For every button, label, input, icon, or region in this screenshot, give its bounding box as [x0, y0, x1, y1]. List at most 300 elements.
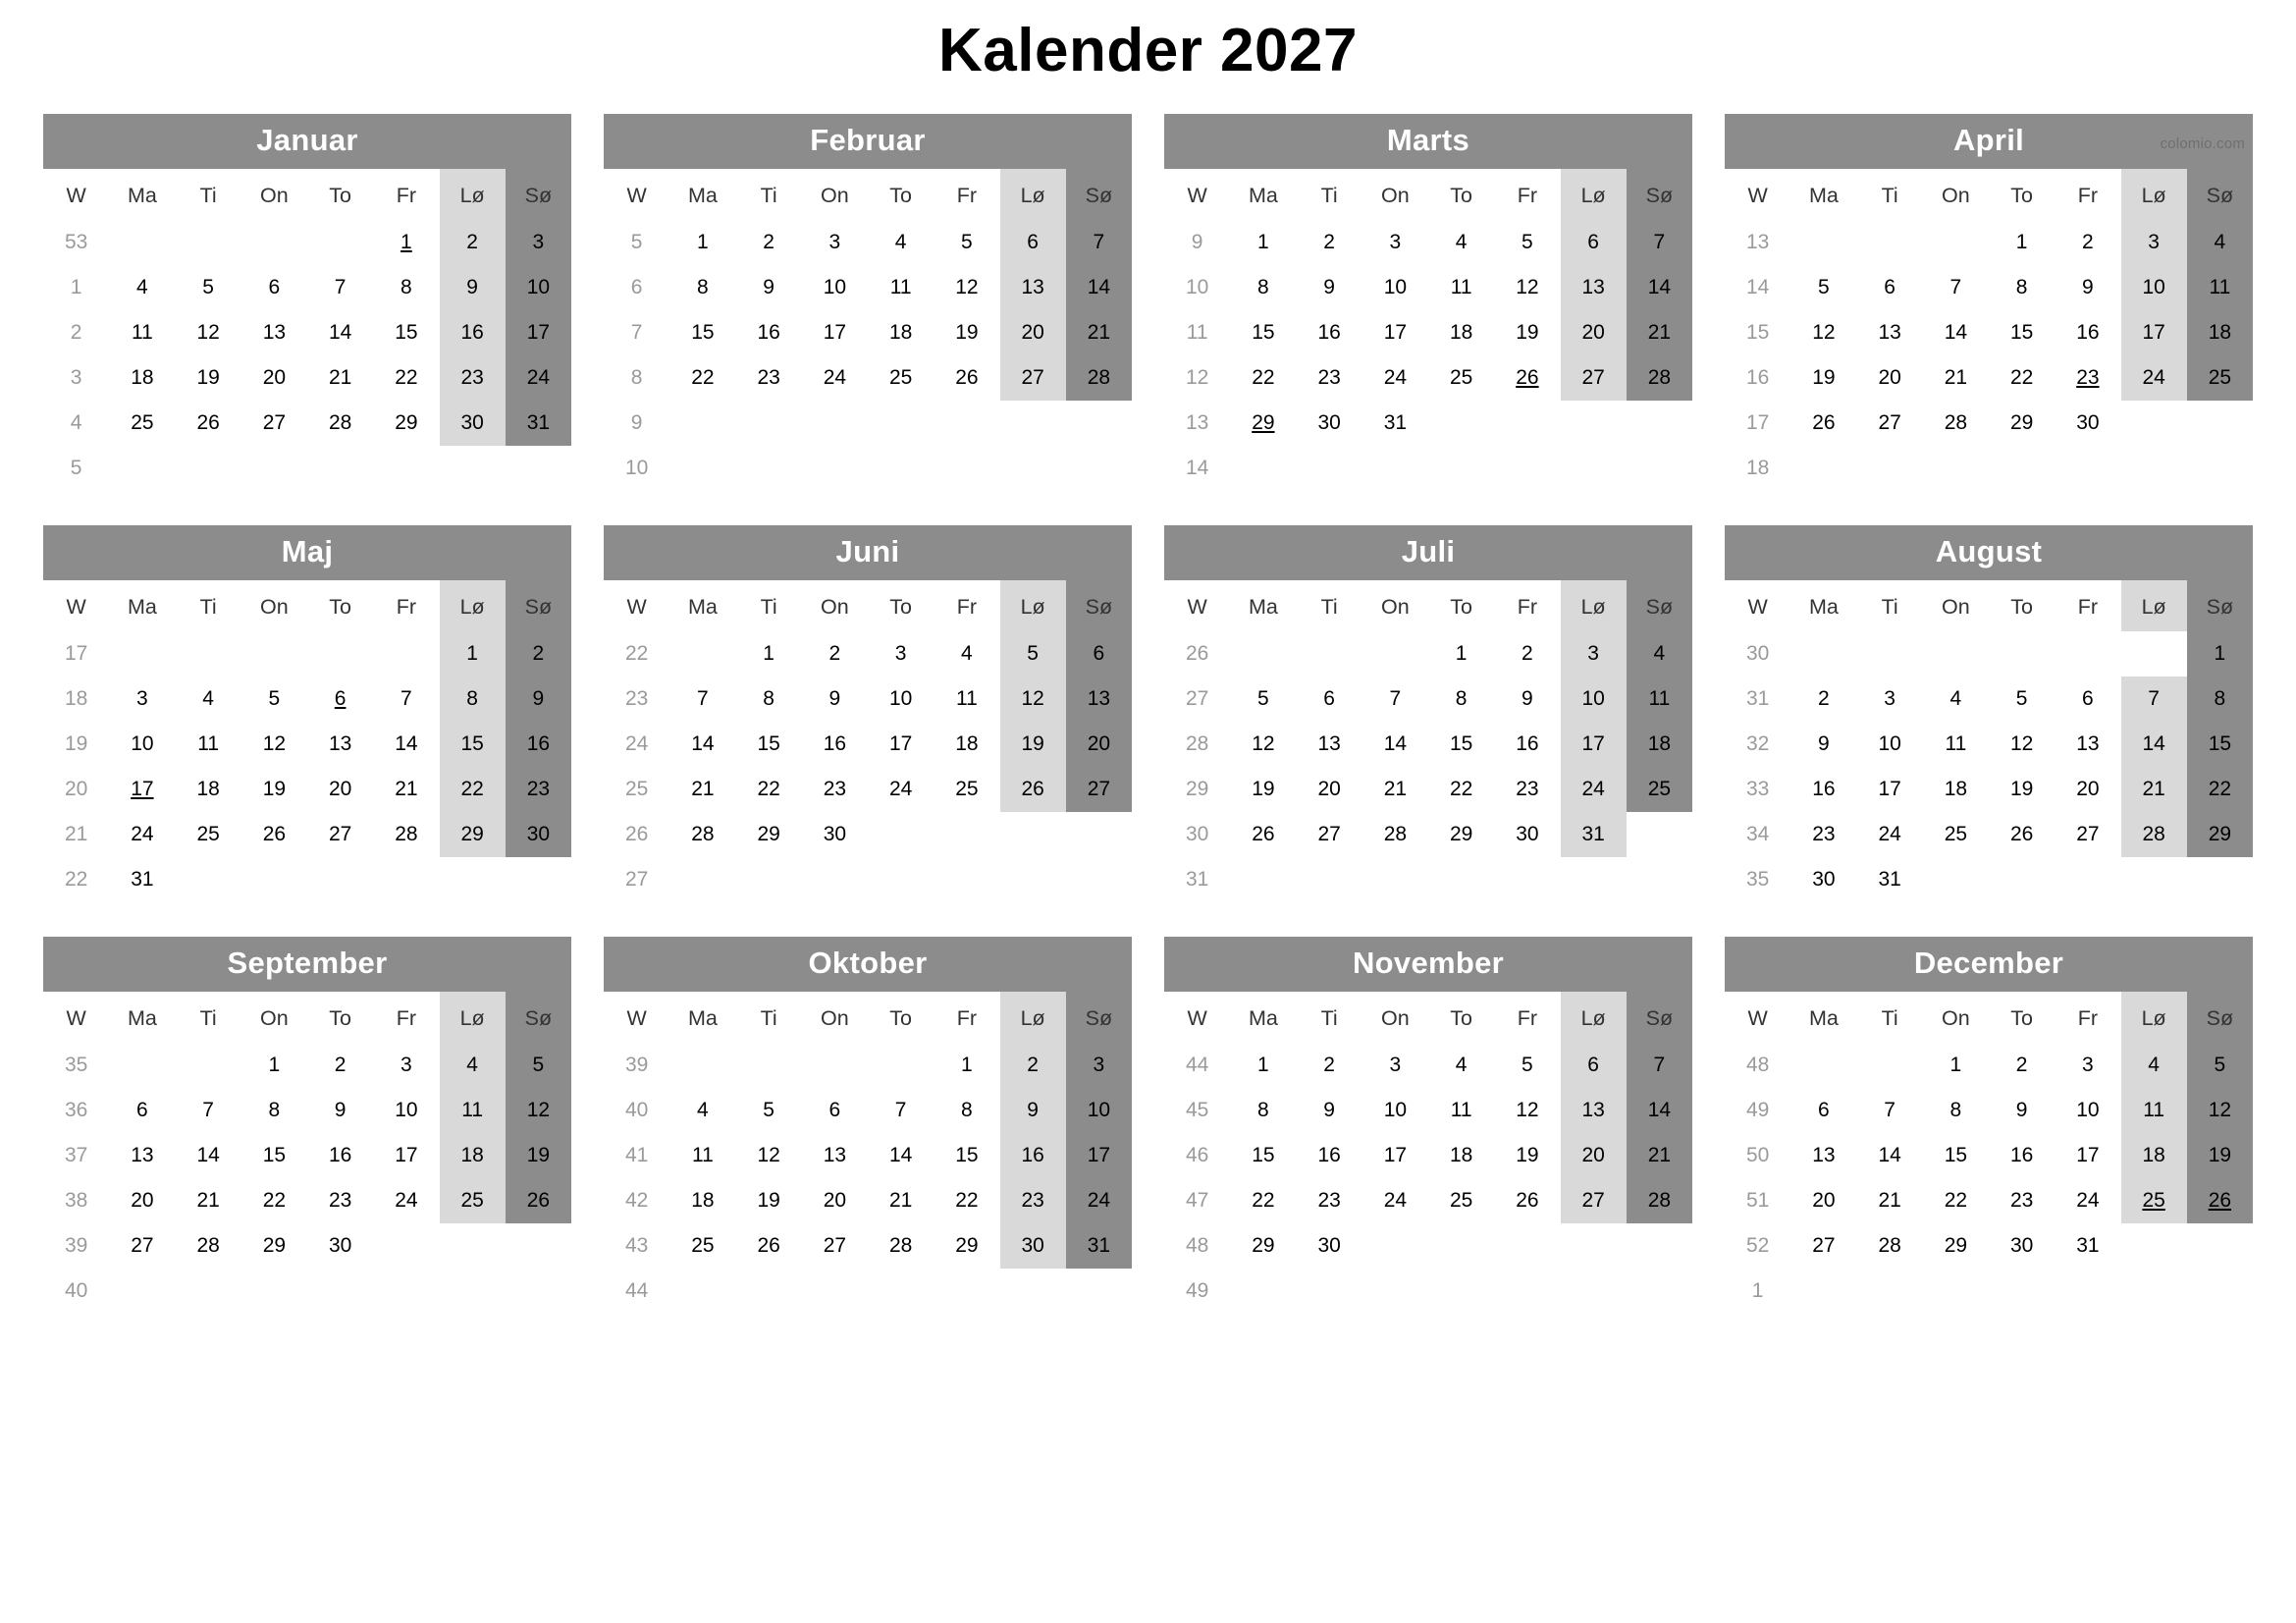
day-cell[interactable]: 31 — [1878, 868, 1901, 892]
day-cell[interactable]: 22 — [1449, 778, 1473, 801]
day-cell[interactable]: 8 — [763, 687, 774, 711]
day-cell[interactable]: 15 — [262, 1144, 287, 1167]
day-cell[interactable]: 1 — [268, 1054, 281, 1077]
day-cell[interactable]: 18 — [1627, 722, 1692, 767]
day-cell[interactable]: 15 — [2009, 321, 2034, 345]
day-cell[interactable]: 2 — [506, 631, 571, 676]
day-cell[interactable]: 18 — [1449, 321, 1473, 345]
day-cell[interactable]: 24 — [1561, 767, 1627, 812]
day-cell[interactable]: 7 — [697, 687, 709, 711]
day-cell[interactable]: 28 — [888, 1234, 913, 1258]
day-cell[interactable]: 27 — [1317, 823, 1341, 846]
day-cell[interactable]: 18 — [1449, 1144, 1473, 1167]
day-cell[interactable]: 31 — [506, 401, 571, 446]
day-cell[interactable]: 16 — [2076, 321, 2100, 345]
day-cell[interactable]: 13 — [2076, 732, 2100, 756]
day-cell[interactable]: 14 — [1944, 321, 1968, 345]
day-cell[interactable]: 13 — [1812, 1144, 1836, 1167]
day-cell[interactable]: 10 — [395, 1099, 418, 1122]
day-cell[interactable]: 16 — [506, 722, 571, 767]
day-cell[interactable]: 20 — [1000, 310, 1066, 355]
day-cell[interactable]: 13 — [1561, 1088, 1627, 1133]
day-cell[interactable]: 1 — [440, 631, 506, 676]
day-cell[interactable]: 30 — [1812, 868, 1836, 892]
day-cell[interactable]: 27 — [262, 411, 287, 435]
day-cell[interactable]: 9 — [1522, 687, 1533, 711]
day-cell[interactable]: 4 — [440, 1043, 506, 1088]
day-cell[interactable]: 9 — [828, 687, 841, 711]
day-cell[interactable]: 23 — [328, 1189, 352, 1213]
day-cell[interactable]: 8 — [697, 276, 709, 299]
day-cell[interactable]: 28 — [1066, 355, 1132, 401]
day-cell[interactable]: 26 — [955, 366, 979, 390]
day-cell[interactable]: 1 — [2187, 631, 2253, 676]
day-cell[interactable]: 7 — [400, 687, 412, 711]
day-cell[interactable]: 17 — [1383, 321, 1408, 345]
day-cell[interactable]: 19 — [1252, 778, 1275, 801]
day-cell[interactable]: 14 — [1627, 1088, 1692, 1133]
day-cell[interactable]: 24 — [506, 355, 571, 401]
day-cell[interactable]: 12 — [1516, 1099, 1539, 1122]
day-cell[interactable]: 18 — [888, 321, 913, 345]
day-cell[interactable]: 1 — [1257, 1054, 1269, 1077]
day-cell[interactable]: 25 — [131, 411, 154, 435]
day-cell[interactable]: 2 — [1000, 1043, 1066, 1088]
day-cell[interactable]: 14 — [1878, 1144, 1901, 1167]
day-cell[interactable]: 12 — [1252, 732, 1275, 756]
day-cell[interactable]: 9 — [2082, 276, 2094, 299]
day-cell[interactable]: 19 — [262, 778, 287, 801]
day-cell[interactable]: 19 — [2009, 778, 2034, 801]
day-cell[interactable]: 15 — [395, 321, 418, 345]
day-cell[interactable]: 12 — [2009, 732, 2034, 756]
day-cell[interactable]: 17 — [888, 732, 913, 756]
day-cell[interactable]: 20 — [2076, 778, 2100, 801]
day-cell[interactable]: 25 — [691, 1234, 715, 1258]
day-cell[interactable]: 15 — [2187, 722, 2253, 767]
day-cell[interactable]: 9 — [1818, 732, 1830, 756]
day-cell[interactable]: 3 — [1389, 231, 1402, 254]
day-cell[interactable]: 30 — [1516, 823, 1539, 846]
day-cell[interactable]: 29 — [262, 1234, 287, 1258]
day-cell[interactable]: 15 — [1449, 732, 1473, 756]
day-cell[interactable]: 28 — [1944, 411, 1968, 435]
day-cell[interactable]: 29 — [1252, 1234, 1275, 1258]
day-cell[interactable]: 24 — [131, 823, 154, 846]
day-cell[interactable]: 16 — [440, 310, 506, 355]
day-cell[interactable]: 1 — [1455, 642, 1468, 666]
day-cell[interactable]: 27 — [131, 1234, 154, 1258]
day-cell[interactable]: 8 — [2015, 276, 2028, 299]
day-cell[interactable]: 31 — [131, 868, 154, 892]
day-cell[interactable]: 11 — [2121, 1088, 2187, 1133]
day-cell[interactable]: 14 — [691, 732, 715, 756]
day-cell[interactable]: 11 — [1450, 1099, 1472, 1122]
day-cell[interactable]: 21 — [888, 1189, 913, 1213]
day-cell[interactable]: 27 — [2076, 823, 2100, 846]
day-cell[interactable]: 29 — [1944, 1234, 1968, 1258]
day-cell[interactable]: 21 — [1627, 310, 1692, 355]
day-cell[interactable]: 14 — [1627, 265, 1692, 310]
day-cell[interactable]: 30 — [2009, 1234, 2034, 1258]
day-cell[interactable]: 29 — [440, 812, 506, 857]
day-cell[interactable]: 19 — [955, 321, 979, 345]
day-cell[interactable] — [1494, 355, 1560, 401]
day-cell[interactable]: 22 — [1252, 1189, 1275, 1213]
day-cell[interactable]: 21 — [328, 366, 352, 390]
day-cell[interactable]: 13 — [1000, 265, 1066, 310]
day-cell[interactable]: 11 — [1945, 732, 1967, 756]
day-cell[interactable]: 24 — [2121, 355, 2187, 401]
day-cell[interactable]: 11 — [131, 321, 153, 345]
day-cell[interactable]: 11 — [691, 1144, 714, 1167]
day-cell[interactable]: 2 — [828, 642, 841, 666]
day-cell[interactable]: 23 — [823, 778, 847, 801]
day-cell[interactable]: 19 — [2187, 1133, 2253, 1178]
day-cell[interactable]: 18 — [955, 732, 979, 756]
day-cell[interactable]: 13 — [328, 732, 352, 756]
day-cell[interactable]: 2 — [334, 1054, 347, 1077]
day-cell[interactable]: 21 — [1627, 1133, 1692, 1178]
day-cell[interactable]: 24 — [823, 366, 847, 390]
day-cell[interactable]: 5 — [1818, 276, 1830, 299]
day-cell[interactable]: 23 — [440, 355, 506, 401]
day-cell[interactable]: 1 — [763, 642, 774, 666]
day-cell[interactable]: 6 — [136, 1099, 148, 1122]
day-cell[interactable]: 3 — [1884, 687, 1896, 711]
day-cell[interactable]: 7 — [334, 276, 347, 299]
day-cell[interactable]: 26 — [262, 823, 287, 846]
day-cell[interactable]: 1 — [2015, 231, 2028, 254]
day-cell[interactable]: 2 — [763, 231, 774, 254]
day-cell[interactable]: 10 — [888, 687, 913, 711]
day-cell[interactable]: 6 — [268, 276, 281, 299]
day-cell[interactable]: 4 — [894, 231, 907, 254]
day-cell[interactable]: 1 — [1949, 1054, 1962, 1077]
day-cell[interactable]: 5 — [1522, 1054, 1533, 1077]
day-cell[interactable]: 2 — [2015, 1054, 2028, 1077]
day-cell[interactable]: 13 — [1317, 732, 1341, 756]
day-cell[interactable]: 23 — [757, 366, 780, 390]
day-cell[interactable]: 24 — [1383, 366, 1408, 390]
day-cell[interactable]: 12 — [757, 1144, 780, 1167]
day-cell[interactable]: 25 — [1627, 767, 1692, 812]
day-cell[interactable]: 22 — [2009, 366, 2034, 390]
day-cell[interactable]: 10 — [2076, 1099, 2100, 1122]
day-cell[interactable] — [373, 220, 439, 265]
day-cell[interactable]: 26 — [1000, 767, 1066, 812]
day-cell[interactable]: 9 — [763, 276, 774, 299]
day-cell[interactable]: 27 — [1812, 1234, 1836, 1258]
day-cell[interactable]: 22 — [691, 366, 715, 390]
day-cell[interactable]: 26 — [1252, 823, 1275, 846]
day-cell[interactable]: 17 — [2121, 310, 2187, 355]
day-cell[interactable]: 16 — [1317, 1144, 1341, 1167]
day-cell[interactable]: 23 — [1317, 1189, 1341, 1213]
day-cell[interactable]: 25 — [196, 823, 220, 846]
day-cell[interactable]: 2 — [1818, 687, 1830, 711]
day-cell[interactable]: 27 — [1561, 355, 1627, 401]
day-cell[interactable]: 30 — [440, 401, 506, 446]
day-cell[interactable]: 14 — [1383, 732, 1408, 756]
day-cell[interactable]: 12 — [955, 276, 979, 299]
day-cell[interactable]: 20 — [823, 1189, 847, 1213]
day-cell[interactable]: 27 — [823, 1234, 847, 1258]
day-cell[interactable]: 15 — [1944, 1144, 1968, 1167]
day-cell[interactable]: 19 — [1516, 321, 1539, 345]
day-cell[interactable]: 10 — [1561, 676, 1627, 722]
day-cell[interactable] — [1230, 401, 1296, 446]
day-cell[interactable]: 5 — [2015, 687, 2028, 711]
day-cell[interactable]: 27 — [1000, 355, 1066, 401]
day-cell[interactable]: 11 — [889, 276, 912, 299]
day-cell[interactable]: 3 — [506, 220, 571, 265]
day-cell[interactable]: 24 — [888, 778, 913, 801]
day-cell[interactable]: 20 — [328, 778, 352, 801]
day-cell[interactable]: 7 — [1389, 687, 1402, 711]
day-cell[interactable]: 21 — [395, 778, 418, 801]
day-cell[interactable] — [2187, 1178, 2253, 1223]
day-cell[interactable]: 23 — [2009, 1189, 2034, 1213]
day-cell[interactable]: 28 — [2121, 812, 2187, 857]
day-cell[interactable]: 25 — [440, 1178, 506, 1223]
day-cell[interactable]: 24 — [1878, 823, 1901, 846]
day-cell[interactable]: 8 — [1257, 276, 1269, 299]
day-cell[interactable]: 2 — [1522, 642, 1533, 666]
day-cell[interactable]: 1 — [1257, 231, 1269, 254]
day-cell[interactable]: 2 — [1323, 231, 1335, 254]
day-cell[interactable]: 4 — [2121, 1043, 2187, 1088]
day-cell[interactable]: 10 — [131, 732, 154, 756]
day-cell[interactable]: 16 — [1516, 732, 1539, 756]
day-cell[interactable]: 19 — [1000, 722, 1066, 767]
day-cell[interactable]: 26 — [1516, 1189, 1539, 1213]
day-cell[interactable]: 8 — [1455, 687, 1468, 711]
day-cell[interactable]: 26 — [1812, 411, 1836, 435]
day-cell[interactable]: 30 — [1317, 411, 1341, 435]
day-cell[interactable]: 19 — [1812, 366, 1836, 390]
day-cell[interactable]: 15 — [440, 722, 506, 767]
day-cell[interactable]: 29 — [395, 411, 418, 435]
day-cell[interactable]: 12 — [1516, 276, 1539, 299]
day-cell[interactable]: 14 — [1066, 265, 1132, 310]
day-cell[interactable]: 23 — [1812, 823, 1836, 846]
day-cell[interactable]: 5 — [1000, 631, 1066, 676]
day-cell[interactable]: 28 — [395, 823, 418, 846]
day-cell[interactable]: 7 — [1627, 1043, 1692, 1088]
day-cell[interactable] — [307, 676, 373, 722]
day-cell[interactable]: 16 — [328, 1144, 352, 1167]
day-cell[interactable]: 11 — [955, 687, 978, 711]
day-cell[interactable]: 5 — [506, 1043, 571, 1088]
day-cell[interactable]: 31 — [1561, 812, 1627, 857]
day-cell[interactable] — [2121, 1178, 2187, 1223]
day-cell[interactable]: 4 — [961, 642, 973, 666]
day-cell[interactable]: 20 — [1561, 1133, 1627, 1178]
day-cell[interactable]: 31 — [1066, 1223, 1132, 1269]
day-cell[interactable]: 28 — [1878, 1234, 1901, 1258]
day-cell[interactable]: 24 — [1383, 1189, 1408, 1213]
day-cell[interactable]: 4 — [136, 276, 148, 299]
day-cell[interactable]: 12 — [262, 732, 287, 756]
day-cell[interactable]: 11 — [1450, 276, 1472, 299]
day-cell[interactable]: 16 — [1317, 321, 1341, 345]
day-cell[interactable]: 3 — [136, 687, 148, 711]
day-cell[interactable]: 27 — [1561, 1178, 1627, 1223]
day-cell[interactable]: 15 — [955, 1144, 979, 1167]
day-cell[interactable]: 6 — [1066, 631, 1132, 676]
day-cell[interactable]: 12 — [1000, 676, 1066, 722]
day-cell[interactable]: 30 — [506, 812, 571, 857]
day-cell[interactable]: 14 — [196, 1144, 220, 1167]
day-cell[interactable]: 12 — [196, 321, 220, 345]
day-cell[interactable]: 6 — [1000, 220, 1066, 265]
day-cell[interactable]: 1 — [697, 231, 709, 254]
day-cell[interactable]: 12 — [1812, 321, 1836, 345]
day-cell[interactable]: 17 — [2076, 1144, 2100, 1167]
day-cell[interactable]: 16 — [757, 321, 780, 345]
day-cell[interactable]: 18 — [2121, 1133, 2187, 1178]
day-cell[interactable]: 17 — [823, 321, 847, 345]
day-cell[interactable]: 25 — [1449, 366, 1473, 390]
day-cell[interactable]: 21 — [691, 778, 715, 801]
day-cell[interactable]: 12 — [2187, 1088, 2253, 1133]
day-cell[interactable]: 14 — [888, 1144, 913, 1167]
day-cell[interactable]: 10 — [1383, 1099, 1408, 1122]
day-cell[interactable]: 14 — [395, 732, 418, 756]
day-cell[interactable]: 16 — [1812, 778, 1836, 801]
day-cell[interactable]: 10 — [2121, 265, 2187, 310]
day-cell[interactable]: 31 — [1383, 411, 1408, 435]
day-cell[interactable]: 10 — [506, 265, 571, 310]
day-cell[interactable]: 25 — [955, 778, 979, 801]
day-cell[interactable]: 28 — [1627, 355, 1692, 401]
day-cell[interactable]: 8 — [400, 276, 412, 299]
day-cell[interactable]: 8 — [268, 1099, 281, 1122]
day-cell[interactable]: 30 — [2076, 411, 2100, 435]
day-cell[interactable]: 30 — [328, 1234, 352, 1258]
day-cell[interactable]: 5 — [202, 276, 214, 299]
day-cell[interactable]: 17 — [1383, 1144, 1408, 1167]
day-cell[interactable]: 6 — [828, 1099, 841, 1122]
day-cell[interactable]: 5 — [268, 687, 281, 711]
day-cell[interactable]: 28 — [1383, 823, 1408, 846]
day-cell[interactable]: 21 — [1383, 778, 1408, 801]
day-cell[interactable]: 15 — [691, 321, 715, 345]
day-cell[interactable]: 28 — [328, 411, 352, 435]
day-cell[interactable]: 25 — [1944, 823, 1968, 846]
day-cell[interactable]: 8 — [961, 1099, 973, 1122]
day-cell[interactable]: 17 — [1878, 778, 1901, 801]
day-cell[interactable]: 11 — [2187, 265, 2253, 310]
day-cell[interactable]: 8 — [1257, 1099, 1269, 1122]
day-cell[interactable]: 3 — [2082, 1054, 2094, 1077]
day-cell[interactable]: 30 — [823, 823, 847, 846]
day-cell[interactable]: 15 — [1252, 321, 1275, 345]
day-cell[interactable]: 5 — [1522, 231, 1533, 254]
day-cell[interactable]: 10 — [1383, 276, 1408, 299]
day-cell[interactable]: 18 — [2187, 310, 2253, 355]
day-cell[interactable]: 22 — [757, 778, 780, 801]
day-cell[interactable]: 20 — [1812, 1189, 1836, 1213]
day-cell[interactable]: 29 — [757, 823, 780, 846]
day-cell[interactable]: 9 — [1000, 1088, 1066, 1133]
day-cell[interactable]: 8 — [2187, 676, 2253, 722]
day-cell[interactable]: 7 — [1627, 220, 1692, 265]
day-cell[interactable]: 17 — [1066, 1133, 1132, 1178]
day-cell[interactable]: 9 — [334, 1099, 347, 1122]
day-cell[interactable]: 16 — [1000, 1133, 1066, 1178]
day-cell[interactable]: 13 — [823, 1144, 847, 1167]
day-cell[interactable] — [109, 767, 175, 812]
day-cell[interactable]: 28 — [1627, 1178, 1692, 1223]
day-cell[interactable]: 4 — [2187, 220, 2253, 265]
day-cell[interactable]: 17 — [506, 310, 571, 355]
day-cell[interactable]: 7 — [1949, 276, 1962, 299]
day-cell[interactable]: 3 — [2121, 220, 2187, 265]
day-cell[interactable]: 14 — [328, 321, 352, 345]
day-cell[interactable]: 31 — [2076, 1234, 2100, 1258]
day-cell[interactable]: 3 — [1066, 1043, 1132, 1088]
day-cell[interactable]: 2 — [2082, 231, 2094, 254]
day-cell[interactable]: 4 — [1455, 1054, 1468, 1077]
day-cell[interactable]: 20 — [1066, 722, 1132, 767]
day-cell[interactable]: 19 — [196, 366, 220, 390]
day-cell[interactable]: 22 — [262, 1189, 287, 1213]
day-cell[interactable]: 5 — [1257, 687, 1269, 711]
day-cell[interactable]: 21 — [1066, 310, 1132, 355]
day-cell[interactable]: 13 — [1561, 265, 1627, 310]
day-cell[interactable]: 13 — [1066, 676, 1132, 722]
day-cell[interactable]: 2 — [440, 220, 506, 265]
day-cell[interactable]: 23 — [1516, 778, 1539, 801]
day-cell[interactable]: 15 — [1252, 1144, 1275, 1167]
day-cell[interactable]: 16 — [2009, 1144, 2034, 1167]
day-cell[interactable]: 20 — [1878, 366, 1901, 390]
day-cell[interactable]: 18 — [691, 1189, 715, 1213]
day-cell[interactable]: 30 — [1000, 1223, 1066, 1269]
day-cell[interactable]: 24 — [1066, 1178, 1132, 1223]
day-cell[interactable]: 10 — [1066, 1088, 1132, 1133]
day-cell[interactable]: 6 — [1323, 687, 1335, 711]
day-cell[interactable]: 3 — [1389, 1054, 1402, 1077]
day-cell[interactable]: 19 — [506, 1133, 571, 1178]
day-cell[interactable]: 4 — [1949, 687, 1962, 711]
day-cell[interactable]: 6 — [2082, 687, 2094, 711]
day-cell[interactable]: 8 — [440, 676, 506, 722]
day-cell[interactable]: 23 — [506, 767, 571, 812]
day-cell[interactable]: 18 — [131, 366, 154, 390]
day-cell[interactable]: 22 — [440, 767, 506, 812]
day-cell[interactable]: 6 — [1561, 220, 1627, 265]
day-cell[interactable]: 27 — [1066, 767, 1132, 812]
day-cell[interactable]: 23 — [1000, 1178, 1066, 1223]
day-cell[interactable]: 25 — [2187, 355, 2253, 401]
day-cell[interactable]: 9 — [1323, 1099, 1335, 1122]
day-cell[interactable]: 29 — [2009, 411, 2034, 435]
day-cell[interactable]: 9 — [506, 676, 571, 722]
day-cell[interactable]: 20 — [131, 1189, 154, 1213]
day-cell[interactable]: 18 — [196, 778, 220, 801]
day-cell[interactable]: 22 — [395, 366, 418, 390]
day-cell[interactable]: 17 — [1561, 722, 1627, 767]
day-cell[interactable]: 29 — [2187, 812, 2253, 857]
day-cell[interactable]: 22 — [955, 1189, 979, 1213]
day-cell[interactable]: 2 — [1323, 1054, 1335, 1077]
day-cell[interactable]: 8 — [1949, 1099, 1962, 1122]
day-cell[interactable]: 13 — [131, 1144, 154, 1167]
day-cell[interactable]: 26 — [757, 1234, 780, 1258]
